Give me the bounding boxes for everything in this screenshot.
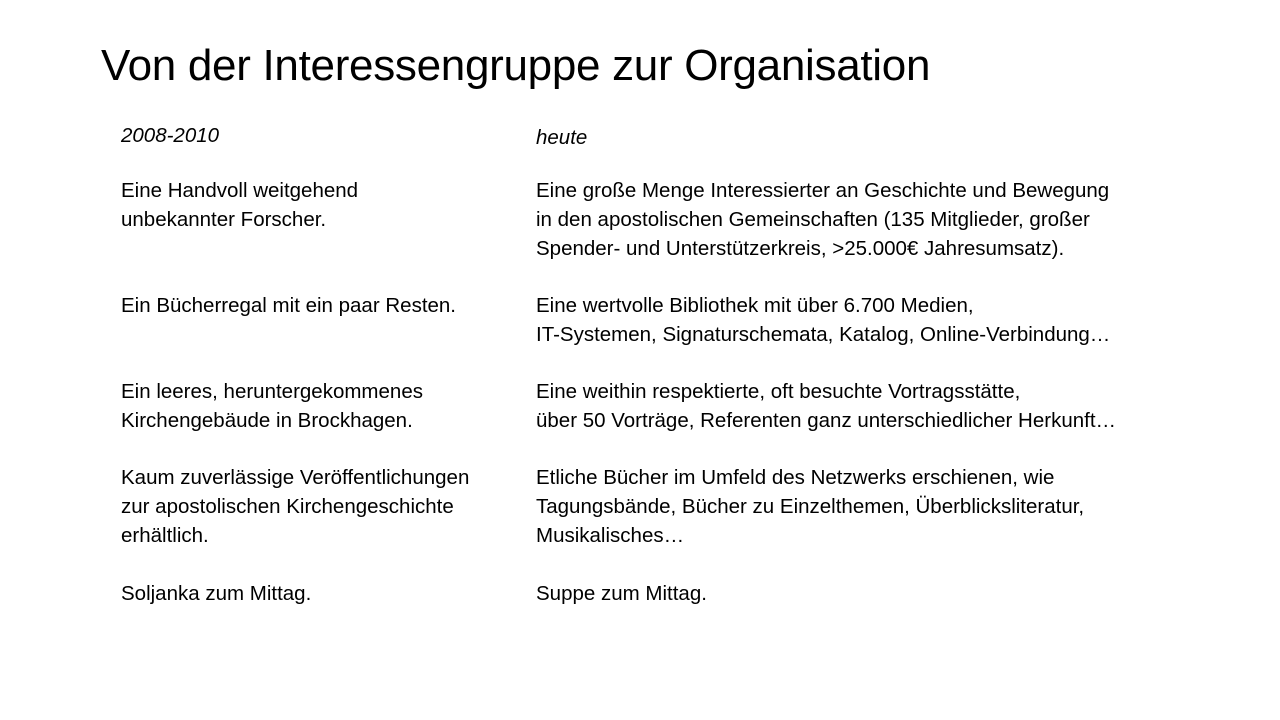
right-item-4 bbox=[536, 463, 1236, 550]
left-item-4 bbox=[121, 463, 521, 550]
text-line: Musikalisches… bbox=[536, 524, 685, 547]
right-item-5 bbox=[536, 579, 1236, 608]
text-line: zur apostolischen Kirchengeschichte bbox=[121, 495, 454, 518]
text-line: Kirchengebäude in Brockhagen. bbox=[121, 409, 413, 432]
right-item-2 bbox=[536, 291, 1236, 349]
left-item-5 bbox=[121, 579, 521, 608]
text-line: Eine weithin respektierte, oft besuchte Vortragsstätte, bbox=[536, 380, 1021, 403]
left-item-2 bbox=[121, 291, 521, 320]
text-line: unbekannter Forscher. bbox=[121, 208, 327, 231]
text-line: Suppe zum Mittag. bbox=[536, 582, 707, 605]
text-line: Eine wertvolle Bibliothek mit über 6.700 Medien, bbox=[536, 294, 974, 317]
text-line: IT-Systemen, Signaturschemata, Katalog, Online-Verbindung… bbox=[536, 323, 1111, 346]
right-item-1 bbox=[536, 176, 1236, 263]
text-line: Ein leeres, heruntergekommenes bbox=[121, 380, 423, 403]
slide-title: Von der Interessengruppe zur Organisation bbox=[101, 41, 931, 90]
text-line: Ein Bücherregal mit ein paar Resten. bbox=[121, 294, 457, 317]
text-line: Tagungsbände, Bücher zu Einzelthemen, Überblicksliteratur, bbox=[536, 495, 1085, 518]
right-item-3 bbox=[536, 377, 1236, 435]
text-line: über 50 Vorträge, Referenten ganz unterschiedlicher Herkunft… bbox=[536, 409, 1117, 432]
text-line: Eine Handvoll weitgehend bbox=[121, 179, 359, 202]
text-line: Etliche Bücher im Umfeld des Netzwerks erschienen, wie bbox=[536, 466, 1055, 489]
text-line: erhältlich. bbox=[121, 524, 209, 547]
left-item-3 bbox=[121, 377, 521, 435]
text-line: Eine große Menge Interessierter an Geschichte und Bewegung bbox=[536, 179, 1110, 202]
left-column bbox=[121, 121, 521, 605]
right-column-heading: heute bbox=[536, 126, 588, 149]
text-line: Spender- und Unterstützerkreis, >25.000€ Jahresumsatz). bbox=[536, 237, 1065, 260]
left-item-1 bbox=[121, 176, 521, 234]
text-line: Soljanka zum Mittag. bbox=[121, 582, 312, 605]
right-column bbox=[536, 121, 1236, 605]
text-line: in den apostolischen Gemeinschaften (135 Mitglieder, großer bbox=[536, 208, 1090, 231]
text-line: Kaum zuverlässige Veröffentlichungen bbox=[121, 466, 470, 489]
left-column-heading: 2008-2010 bbox=[121, 124, 220, 147]
